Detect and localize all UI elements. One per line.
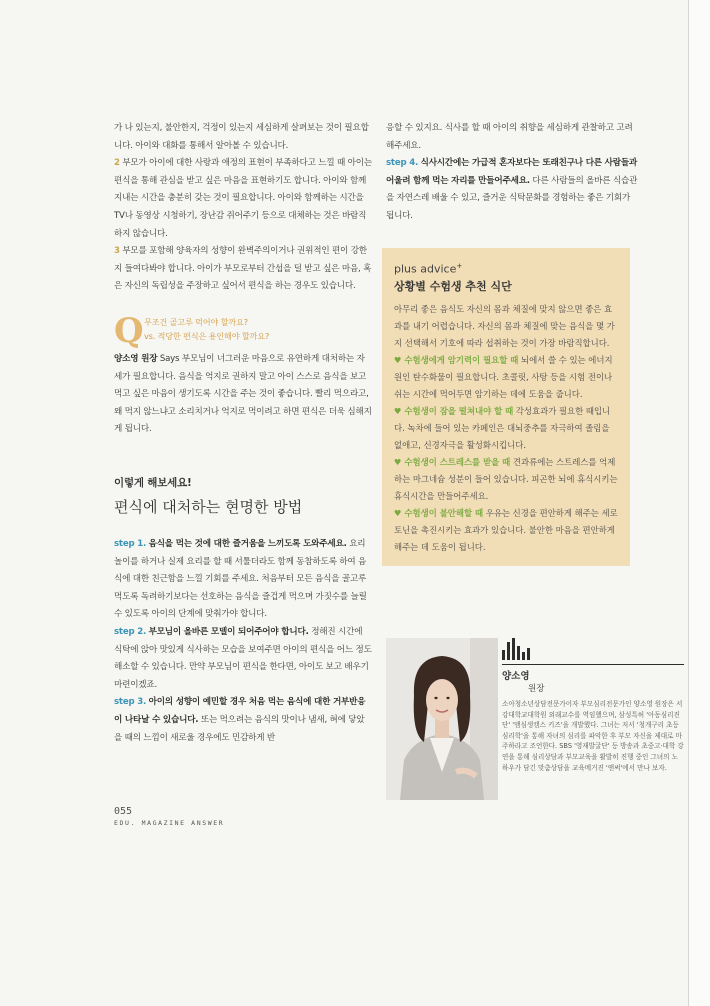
advice-intro: 아무리 좋은 음식도 자신의 몸과 체질에 맞지 않으면 좋은 효과를 내기 어렵습니다. 자신의 몸과 체질에 맞는 음식을 몇 가지 선택해서 기호에 따라 섭취하는 것이 가장 바람직합니다. bbox=[394, 303, 615, 348]
step-1-text: 요리놀이를 하거나 실제 요리를 할 때 서툴더라도 함께 동참하도록 하여 음식에 대한 친근함을 느낄 기회를 주세요. 처음부터 모든 음식을 골고루 먹도록 독려하기보다는 선호하는 음식을 즐겁게 먹으며 가짓수를 늘릴 수 있도록 아이의 단계에 맞춰가야 합니다. bbox=[114, 539, 367, 620]
question-line-2: vs. 적당한 편식은 용인해야 할까요? bbox=[144, 330, 270, 341]
step-4-heading: 식사시간에는 가급적 혼자보다는 또래친구나 다른 사람들과 어울려 함께 먹는 자리를 만들어주세요. bbox=[386, 158, 638, 186]
portrait-illustration bbox=[386, 638, 498, 800]
answer-text: 부모님이 너그러운 마음으로 유연하게 대처하는 자세가 필요합니다. 음식을 억지로 권하지 말고 아이 스스로 음식을 보고 먹고 싶은 마음이 생기도록 시간을 주는 것이 좋습니다. 빨리 먹으라고, 왜 먹지 않느냐고 소리치거나 억지로 먹이려고 하면 편식은 더욱 심해지게 됩니다. bbox=[114, 353, 372, 435]
question bbox=[144, 314, 372, 343]
magazine-name: EDU. MAGAZINE ANSWER bbox=[114, 819, 225, 827]
profile-name: 양소영 bbox=[502, 671, 530, 682]
advice-title: 상황별 수험생 추천 식단 bbox=[394, 279, 512, 293]
advice-item-head: ♥ 수험생이 잠을 떨쳐내야 할 때 bbox=[394, 405, 514, 416]
step-2-text: 정해진 시간에 식탁에 앉아 맛있게 식사하는 모습을 보여주면 아이의 편식을 어느 정도 해소할 수 있습니다. 만약 부모님이 편식을 한다면, 아이도 보고 배우기 마련이겠죠. bbox=[114, 627, 372, 690]
advice-item bbox=[394, 403, 618, 454]
advice-item-text: 각성효과가 필요한 때입니다. 녹차에 들어 있는 카페인은 대뇌중추를 자극하여 졸림을 없애고, 신경자극을 활성화시킵니다. bbox=[394, 405, 611, 450]
portrait-photo bbox=[386, 638, 498, 800]
step-3-text: 또는 먹으려는 음식의 맛이나 냄새, 혀에 닿았을 때의 느낌이 새로울 경우에도 민감하게 반 bbox=[114, 715, 365, 743]
continued-paragraph: 응할 수 있지요. 식사를 할 때 아이의 취향을 세심하게 관찰하고 고려해주세요. bbox=[386, 123, 633, 151]
advice-item bbox=[394, 505, 618, 556]
point-3-number: 3 bbox=[114, 246, 120, 257]
step-3-heading: 아이의 성향이 예민할 경우 처음 먹는 음식에 대한 거부반응이 나타날 수 있습니다. bbox=[114, 697, 366, 726]
step-4-text: 다른 사람들의 올바른 식습관을 자연스레 배울 수 있고, 즐거운 식탁문화를 경험하는 좋은 기회가 됩니다. bbox=[386, 175, 638, 221]
step-4 bbox=[386, 155, 640, 225]
advice-item bbox=[394, 352, 618, 403]
step-1 bbox=[114, 536, 372, 624]
profile-card bbox=[502, 638, 684, 773]
intro-paragraph: 가 나 있는지, 불안한지, 걱정이 있는지 세심하게 살펴보는 것이 필요합니다. 아이와 대화를 통해서 알아볼 수 있습니다. bbox=[114, 123, 369, 151]
page-number: 055 bbox=[114, 806, 133, 817]
point-3 bbox=[114, 243, 372, 296]
step-1-label: step 1. bbox=[114, 539, 147, 550]
advice-item-head: ♥ 수험생에게 암기력이 필요할 때 bbox=[394, 354, 519, 365]
says-label: Says bbox=[157, 353, 182, 364]
profile-divider bbox=[502, 664, 684, 665]
step-3 bbox=[114, 694, 372, 747]
plus-advice-box bbox=[382, 248, 630, 566]
point-2-number: 2 bbox=[114, 158, 120, 169]
section-kicker: 이렇게 해보세요! bbox=[114, 476, 192, 489]
step-2 bbox=[114, 624, 372, 694]
advice-label-sup: + bbox=[456, 262, 463, 270]
advice-item-head: ♥ 수험생이 스트레스를 받을 때 bbox=[394, 456, 511, 467]
step-4-label: step 4. bbox=[386, 158, 419, 169]
advice-item-text: 뇌에서 쓸 수 있는 에너지원인 탄수화물이 필요합니다. 초콜릿, 사탕 등을 시험 전이나 쉬는 시간에 먹어두면 암기하는 데에 도움을 줍니다. bbox=[394, 354, 613, 399]
left-column bbox=[114, 120, 372, 747]
answer bbox=[114, 351, 372, 439]
right-column bbox=[386, 120, 640, 226]
section-title: 편식에 대처하는 현명한 방법 bbox=[114, 497, 303, 516]
step-2-heading: 부모님이 올바른 모델이 되어주어야 합니다. bbox=[148, 627, 309, 638]
profile-role: 원장 bbox=[528, 684, 545, 694]
point-2-text: 부모가 아이에 대한 사랑과 애정의 표현이 부족하다고 느낄 때 아이는 편식을 통해 관심을 받고 싶은 마음을 표현하기도 합니다. 아이와 함께 지내는 시간을 충분히 갖는 것이 필요합니다. 아이와 함께하는 시간을 TV나 동영상 시청하기, 장난감 쥐어주기 등으로 대체하는 것은 바람직하지 않습니다. bbox=[114, 158, 372, 239]
advice-item-text: 우유는 신경을 편안하게 해주는 세로토닌을 촉진시키는 효과가 있습니다. 불안한 마음을 편안하게 해주는 데 도움이 됩니다. bbox=[394, 507, 618, 552]
point-2 bbox=[114, 155, 372, 243]
advice-item bbox=[394, 454, 618, 505]
point-3-text: 부모를 포함해 양육자의 성향이 완벽주의이거나 권위적인 편이 강한지 들여다봐야 합니다. 아이가 부모로부터 간섭을 덜 받고 싶은 마음, 혹은 자신의 독립성을 주장하고 싶어서 편식을 하는 경우도 있습니다. bbox=[114, 246, 372, 292]
profile-bio: 소아청소년상담전문가이자 부모심리전문가인 양소영 원장은 서강대학교대학원 외래교수를 역임했으며, 삼성특허 '아동심리진단' '맴심생캠스 키즈'을 개발했다. 그녀는 저서 '청개구리 초등 심리학'을 통해 자녀의 심리를 파악한 후 부모 자신을 제대로 마주하라고 조언한다. SBS '영재발굴단' 등 방송과 초중고·대학 강연을 통해 심리상담과 부모교육을 활발히 진행 중인 그녀의 노하우가 담긴 맞춤상담을 교육메거진 '앤써'에서 만나 보자. bbox=[502, 700, 684, 772]
step-3-label: step 3. bbox=[114, 697, 147, 708]
speaker: 양소영 원장 bbox=[114, 353, 158, 364]
advice-label-text: plus advice bbox=[394, 262, 457, 276]
step-2-label: step 2. bbox=[114, 627, 147, 638]
q-mark: Q bbox=[114, 310, 144, 351]
bars-icon bbox=[502, 638, 684, 660]
qa-box bbox=[114, 310, 372, 439]
question-line-1: 무조건 골고루 먹어야 할까요? bbox=[144, 316, 248, 327]
advice-item-head: ♥ 수험생이 불안해할 때 bbox=[394, 507, 484, 518]
step-1-heading: 음식을 먹는 것에 대한 즐거움을 느끼도록 도와주세요. bbox=[148, 539, 347, 550]
advice-label bbox=[394, 258, 618, 278]
advice-item-text: 견과류에는 스트레스를 억제하는 마그네슘 성분이 들어 있습니다. 피곤한 뇌에 휴식시키는 휴식시간을 만들어주세요. bbox=[394, 456, 618, 501]
